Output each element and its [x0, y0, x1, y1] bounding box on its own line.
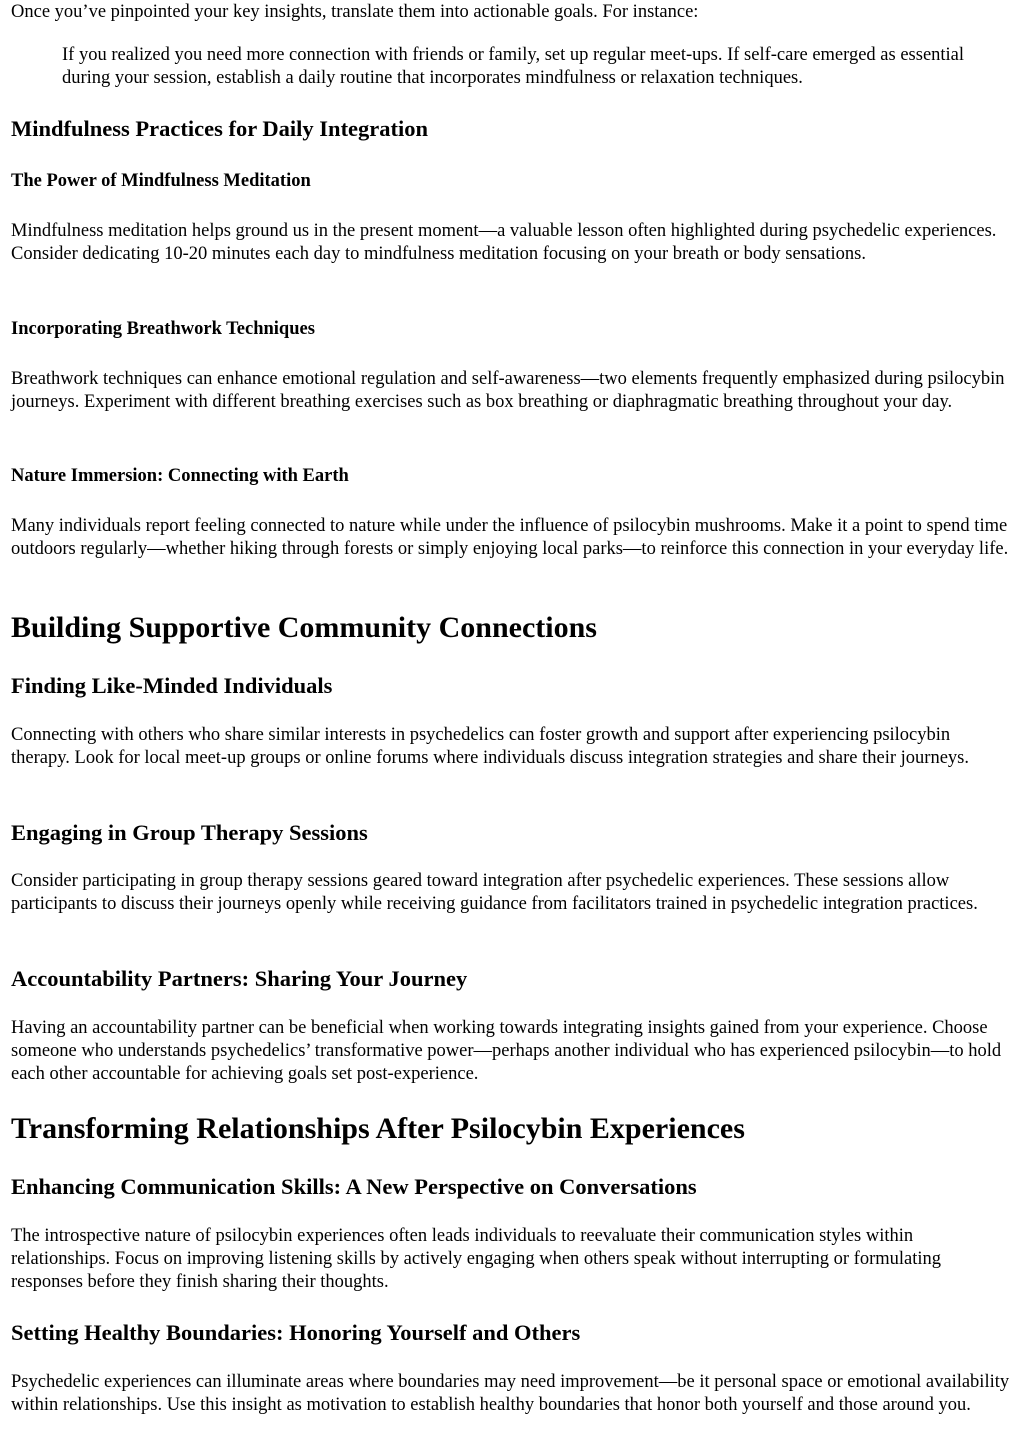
- subheading-mindfulness-meditation: The Power of Mindfulness Meditation: [11, 171, 311, 191]
- paragraph-group-therapy: Consider participating in group therapy sessions geared toward integration after psychedelic experiences. These sessions allow participants to discuss their journeys openly while receiving guidance from facilitators trained in psychedelic integration practices.: [11, 871, 978, 914]
- intro-paragraph: Once you’ve pinpointed your key insights, translate them into actionable goals. For instance:: [11, 2, 699, 22]
- subheading-like-minded-individuals: Finding Like-Minded Individuals: [11, 673, 333, 698]
- paragraph-mindfulness-meditation: Mindfulness meditation helps ground us in the present moment—a valuable lesson often highlighted during psychedelic experiences. Consider dedicating 10-20 minutes each day to mindfulness meditation focusing on your breath or body sensations.: [11, 221, 997, 264]
- subheading-breathwork: Incorporating Breathwork Techniques: [11, 319, 315, 339]
- subheading-communication-skills: Enhancing Communication Skills: A New Perspective on Conversations: [11, 1174, 697, 1199]
- example-blockquote: If you realized you need more connection with friends or family, set up regular meet-ups. If self-care emerged as essential during your session, establish a daily routine that incorporates mindfulness or relaxation techniques.: [62, 45, 965, 88]
- section-heading-relationships: Transforming Relationships After Psilocybin Experiences: [11, 1112, 745, 1145]
- subheading-healthy-boundaries: Setting Healthy Boundaries: Honoring Yourself and Others: [11, 1320, 581, 1345]
- paragraph-communication-skills: The introspective nature of psilocybin experiences often leads individuals to reevaluate their communication styles within relationships. Focus on improving listening skills by actively engaging when others speak without interrupting or formulating responses before they finish sharing their thoughts.: [11, 1226, 942, 1292]
- paragraph-like-minded-individuals: Connecting with others who share similar interests in psychedelics can foster growth and support after experiencing psilocybin therapy. Look for local meet-up groups or online forums where individuals discuss integration strategies and share their journeys.: [11, 725, 969, 768]
- paragraph-healthy-boundaries: Psychedelic experiences can illuminate areas where boundaries may need improvement—be it personal space or emotional availability within relationships. Use this insight as motivation to establish healthy boundaries that honor both yourself and those around you.: [11, 1372, 1010, 1415]
- section-heading-community: Building Supportive Community Connections: [11, 611, 597, 644]
- section-heading-mindfulness-practices: Mindfulness Practices for Daily Integration: [11, 116, 429, 141]
- subheading-group-therapy: Engaging in Group Therapy Sessions: [11, 820, 368, 845]
- paragraph-accountability-partners: Having an accountability partner can be beneficial when working towards integrating insights gained from your experience. Choose someone who understands psychedelics’ transformative power—perhaps another individual who has experienced psilocybin—to hold each other accountable for achieving goals set post-experience.: [11, 1018, 1002, 1084]
- subheading-accountability-partners: Accountability Partners: Sharing Your Journey: [11, 966, 468, 991]
- paragraph-breathwork: Breathwork techniques can enhance emotional regulation and self-awareness—two elements frequently emphasized during psilocybin journeys. Experiment with different breathing exercises such as box breathing or diaphragmatic breathing throughout your day.: [11, 369, 1005, 412]
- subheading-nature-immersion: Nature Immersion: Connecting with Earth: [11, 466, 349, 486]
- paragraph-nature-immersion: Many individuals report feeling connected to nature while under the influence of psilocybin mushrooms. Make it a point to spend time outdoors regularly—whether hiking through forests or simply enjoying local parks—to reinforce this connection in your everyday life.: [11, 516, 1009, 559]
